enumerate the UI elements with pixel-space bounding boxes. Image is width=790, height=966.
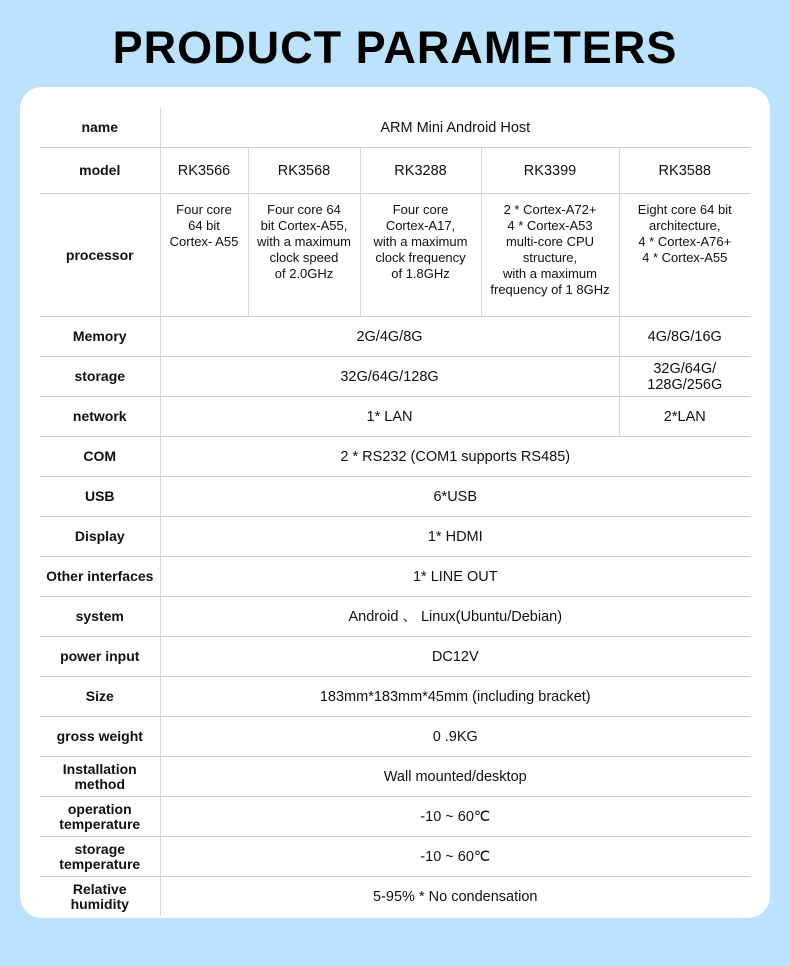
row-value: RK3566 [160, 148, 248, 194]
table-row [40, 717, 750, 757]
table-row [40, 757, 750, 797]
row-value: 5-95% * No condensation [160, 877, 750, 917]
table-row [40, 357, 750, 397]
row-label: gross weight [40, 717, 160, 757]
row-label: Other interfaces [40, 557, 160, 597]
row-value: Android 、 Linux(Ubuntu/Debian) [160, 597, 750, 637]
row-value: ARM Mini Android Host [160, 108, 750, 148]
parameters-card [20, 87, 770, 918]
row-value: Four core 64 bit Cortex-A55, with a maximum clock speed of 2.0GHz [248, 194, 360, 317]
row-label: USB [40, 477, 160, 517]
row-value: 2G/4G/8G [160, 317, 619, 357]
table-row [40, 517, 750, 557]
row-label: processor [40, 194, 160, 317]
row-label: COM [40, 437, 160, 477]
row-value: 32G/64G/128G [160, 357, 619, 397]
table-row [40, 108, 750, 148]
row-value: 4G/8G/16G [619, 317, 750, 357]
parameters-table [40, 108, 750, 916]
row-value: 0 .9KG [160, 717, 750, 757]
table-row [40, 797, 750, 837]
table-row [40, 477, 750, 517]
table-row [40, 397, 750, 437]
table-row [40, 637, 750, 677]
row-value: -10 ~ 60℃ [160, 837, 750, 877]
row-value: RK3288 [360, 148, 481, 194]
row-label: Memory [40, 317, 160, 357]
row-value: Eight core 64 bit architecture, 4 * Cortex-A76+ 4 * Cortex-A55 [619, 194, 750, 317]
table-row [40, 677, 750, 717]
row-label: network [40, 397, 160, 437]
row-value: 1* LAN [160, 397, 619, 437]
row-label: Size [40, 677, 160, 717]
row-value: 2 * Cortex-A72+ 4 * Cortex-A53 multi-core CPU structure, with a maximum frequency of 1 8GHz [481, 194, 619, 317]
table-row [40, 194, 750, 317]
row-label: Display [40, 517, 160, 557]
row-value: DC12V [160, 637, 750, 677]
table-row [40, 148, 750, 194]
row-label: storage [40, 357, 160, 397]
table-row [40, 837, 750, 877]
row-value: 6*USB [160, 477, 750, 517]
row-label: power input [40, 637, 160, 677]
row-value: 1* LINE OUT [160, 557, 750, 597]
row-label: system [40, 597, 160, 637]
row-label: operation temperature [40, 797, 160, 837]
row-label: Relative humidity [40, 877, 160, 917]
table-row [40, 317, 750, 357]
row-value: Four core Cortex-A17, with a maximum clock frequency of 1.8GHz [360, 194, 481, 317]
row-label: storage temperature [40, 837, 160, 877]
row-value: RK3588 [619, 148, 750, 194]
row-value: Four core 64 bit Cortex- A55 [160, 194, 248, 317]
row-value: 32G/64G/ 128G/256G [619, 357, 750, 397]
row-value: Wall mounted/desktop [160, 757, 750, 797]
row-value: RK3399 [481, 148, 619, 194]
page-title: PRODUCT PARAMETERS [112, 22, 678, 73]
row-label: model [40, 148, 160, 194]
table-row [40, 597, 750, 637]
row-value: 2*LAN [619, 397, 750, 437]
row-label: name [81, 119, 119, 135]
table-row [40, 877, 750, 917]
row-label: Installation method [40, 757, 160, 797]
row-value: 2 * RS232 (COM1 supports RS485) [160, 437, 750, 477]
row-value: -10 ~ 60℃ [160, 797, 750, 837]
row-value: 183mm*183mm*45mm (including bracket) [160, 677, 750, 717]
table-row [40, 557, 750, 597]
row-value: 1* HDMI [160, 517, 750, 557]
table-row [40, 437, 750, 477]
row-value: RK3568 [248, 148, 360, 194]
